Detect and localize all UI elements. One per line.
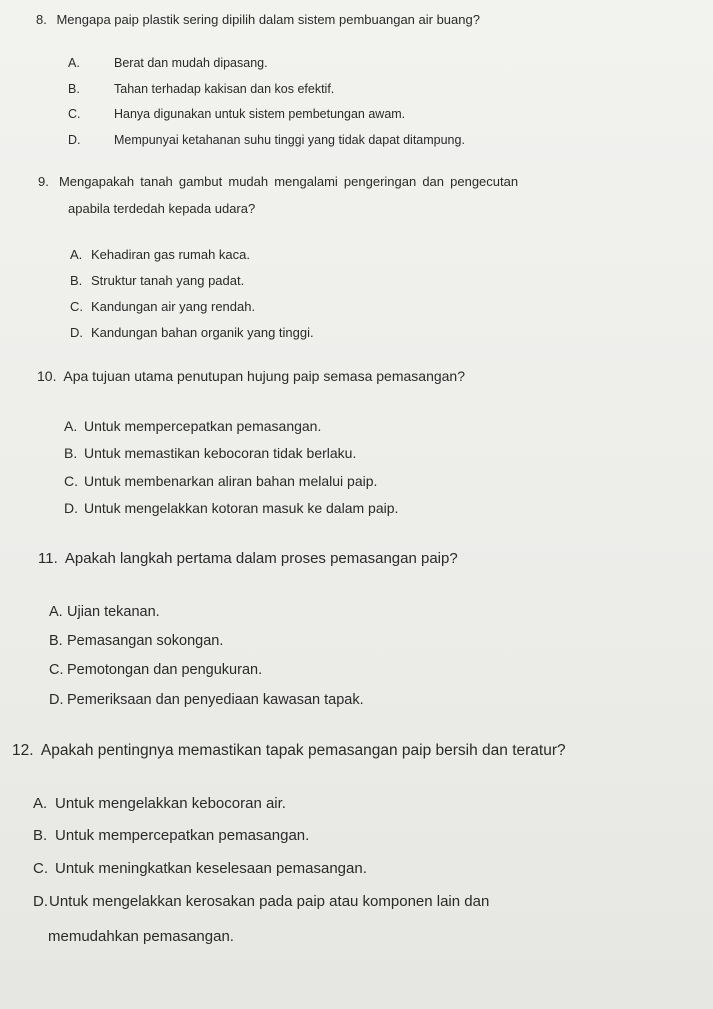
option-11b: [49, 633, 223, 649]
option-letter: A.: [64, 418, 78, 434]
option-letter: D.: [70, 325, 83, 340]
option-letter: B.: [70, 273, 83, 288]
option-text: Kandungan bahan organik yang tinggi.: [91, 325, 314, 340]
option-letter: B.: [64, 445, 78, 461]
option-text: Kandungan air yang rendah.: [91, 299, 256, 314]
question-9: [38, 174, 518, 189]
option-12d: [33, 893, 489, 910]
option-letter: A.: [70, 247, 83, 262]
question-text: Apakah langkah pertama dalam proses pemasangan paip?: [64, 550, 458, 567]
option-text: Untuk mempercepatkan pemasangan.: [84, 418, 322, 434]
option-8a: [68, 56, 268, 70]
option-letter: D.: [33, 893, 48, 910]
option-text: Untuk membenarkan aliran bahan melalui paip.: [84, 473, 378, 489]
option-10d: [64, 500, 398, 516]
option-text: Tahan terhadap kakisan dan kos efektif.: [114, 82, 335, 96]
option-text: memudahkan pemasangan.: [48, 928, 234, 945]
option-letter: D.: [49, 692, 64, 708]
option-10a: [64, 418, 321, 434]
option-8b: [68, 82, 334, 96]
option-text: Ujian tekanan.: [67, 604, 160, 620]
option-letter: C.: [68, 107, 81, 121]
option-text: Untuk mengelakkan kebocoran air.: [55, 795, 286, 812]
question-number: 9.: [38, 174, 49, 189]
option-8c: [68, 107, 405, 121]
option-11c: [49, 662, 262, 678]
option-11d: [49, 692, 364, 708]
question-9-line2: [68, 201, 255, 216]
question-number: 11.: [38, 550, 58, 567]
question-11: [38, 550, 458, 567]
question-text: Apa tujuan utama penutupan hujung paip semasa pemasangan?: [63, 368, 465, 384]
option-letter: A.: [33, 795, 48, 812]
option-10c: [64, 473, 377, 489]
question-text: Mengapa paip plastik sering dipilih dalam sistem pembuangan air buang?: [56, 12, 480, 27]
question-number: 12.: [12, 742, 34, 759]
option-letter: B.: [33, 827, 48, 844]
option-letter: A.: [49, 604, 63, 620]
option-letter: B.: [49, 633, 63, 649]
option-9b: [70, 273, 244, 288]
question-10: [37, 368, 465, 384]
option-text: Berat dan mudah dipasang.: [114, 56, 268, 70]
option-12c: [33, 860, 367, 877]
option-letter: A.: [68, 56, 80, 70]
question-number: 8.: [36, 12, 47, 27]
option-text: Kehadiran gas rumah kaca.: [91, 247, 250, 262]
option-text: Pemasangan sokongan.: [67, 633, 224, 649]
option-text: Hanya digunakan untuk sistem pembetungan awam.: [114, 107, 406, 121]
option-9d: [70, 325, 314, 340]
question-text: Apakah pentingnya memastikan tapak pemasangan paip bersih dan teratur?: [40, 742, 566, 759]
option-text: Untuk memastikan kebocoran tidak berlaku.: [84, 445, 357, 461]
question-text: apabila terdedah kepada udara?: [68, 201, 256, 216]
option-12b: [33, 827, 309, 844]
option-text: Mempunyai ketahanan suhu tinggi yang tidak dapat ditampung.: [114, 133, 465, 147]
option-text: Untuk mempercepatkan pemasangan.: [55, 827, 310, 844]
option-9a: [70, 247, 250, 262]
question-text: Mengapakah tanah gambut mudah mengalami pengeringan dan pengecutan: [58, 174, 519, 189]
option-text: Untuk mengelakkan kotoran masuk ke dalam paip.: [84, 500, 399, 516]
option-text: Untuk mengelakkan kerosakan pada paip atau komponen lain dan: [49, 893, 490, 910]
option-text: Pemotongan dan pengukuran.: [67, 662, 263, 678]
option-text: Pemeriksaan dan penyediaan kawasan tapak.: [67, 692, 364, 708]
option-text: Untuk meningkatkan keselesaan pemasangan.: [55, 860, 367, 877]
option-letter: C.: [70, 299, 83, 314]
option-letter: D.: [68, 133, 81, 147]
option-8d: [68, 133, 465, 147]
option-10b: [64, 445, 356, 461]
option-11a: [49, 604, 160, 620]
option-letter: D.: [64, 500, 78, 516]
question-number: 10.: [37, 368, 57, 384]
option-letter: C.: [49, 662, 64, 678]
option-letter: B.: [68, 82, 80, 96]
question-8: [36, 12, 480, 27]
option-text: Struktur tanah yang padat.: [91, 273, 245, 288]
option-12d-line2: [48, 928, 234, 945]
option-letter: C.: [64, 473, 78, 489]
option-12a: [33, 795, 286, 812]
option-letter: C.: [33, 860, 48, 877]
question-12: [12, 742, 566, 760]
option-9c: [70, 299, 255, 314]
